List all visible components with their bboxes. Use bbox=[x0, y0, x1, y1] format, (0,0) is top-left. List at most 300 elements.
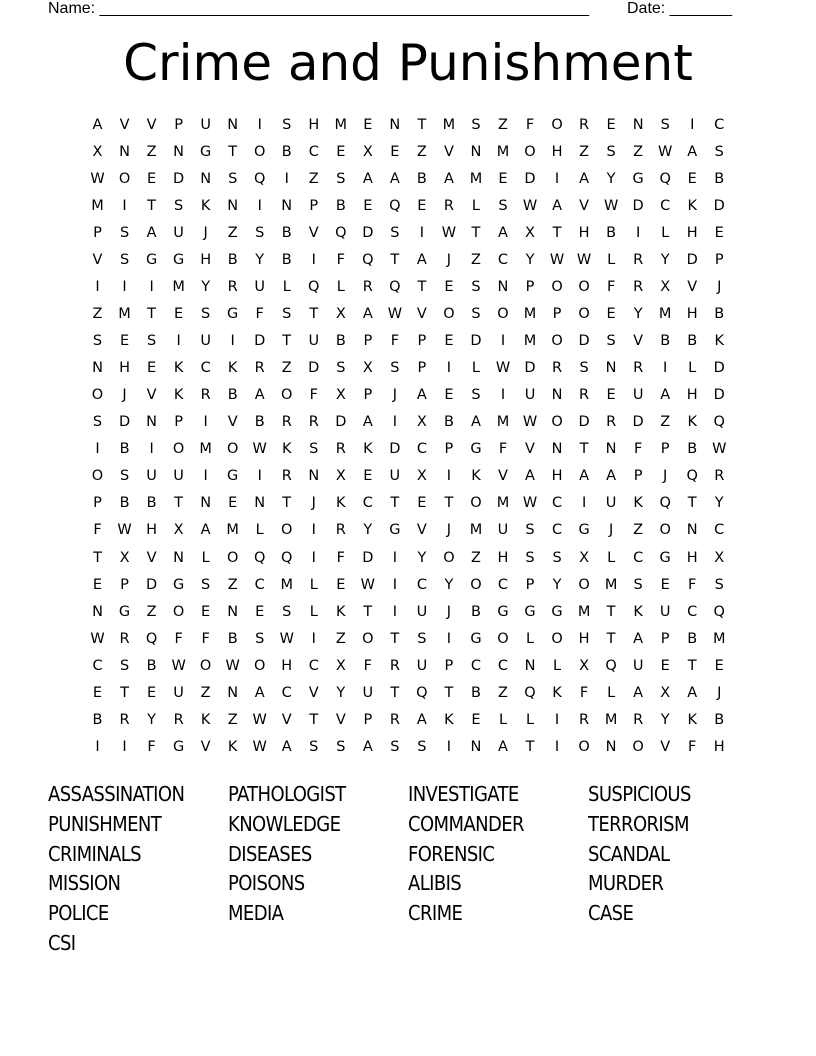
grid-letter: R bbox=[633, 252, 644, 269]
grid-letter: O bbox=[578, 576, 590, 593]
grid-letter: Z bbox=[498, 684, 508, 701]
grid-letter: R bbox=[579, 387, 590, 404]
grid-letter: K bbox=[444, 711, 454, 728]
grid-letter: B bbox=[687, 333, 698, 350]
grid-letter: U bbox=[632, 387, 644, 404]
grid-letter: O bbox=[578, 306, 590, 323]
grid-letter: X bbox=[579, 549, 590, 566]
grid-letter: L bbox=[553, 657, 562, 674]
grid-letter: E bbox=[444, 279, 454, 296]
grid-letter: Y bbox=[336, 684, 346, 701]
grid-letter: N bbox=[605, 738, 617, 755]
grid-letter: E bbox=[146, 684, 157, 701]
grid-letter: D bbox=[632, 414, 644, 431]
grid-letter: D bbox=[524, 171, 536, 188]
grid-letter: M bbox=[523, 333, 537, 350]
grid-letter: T bbox=[120, 684, 129, 701]
grid-letter: A bbox=[579, 171, 590, 188]
grid-letter: X bbox=[660, 684, 671, 701]
grid-letter: P bbox=[363, 333, 373, 350]
grid-letter: A bbox=[362, 738, 373, 755]
grid-letter: V bbox=[308, 684, 319, 701]
grid-letter: R bbox=[443, 198, 454, 215]
grid-letter: A bbox=[579, 468, 590, 485]
grid-letter: X bbox=[335, 306, 346, 323]
grid-letter: N bbox=[227, 198, 239, 215]
grid-letter: Q bbox=[416, 684, 428, 701]
grid-letter: D bbox=[308, 360, 320, 377]
grid-letter: S bbox=[92, 333, 103, 350]
grid-letter: E bbox=[660, 576, 670, 593]
grid-letter: I bbox=[311, 522, 316, 539]
grid-letter: V bbox=[443, 144, 454, 161]
grid-letter: A bbox=[389, 171, 400, 188]
word-list-item: MISSION bbox=[48, 871, 121, 896]
grid-row bbox=[84, 355, 733, 382]
grid-letter: J bbox=[446, 522, 452, 539]
grid-letter: R bbox=[281, 414, 292, 431]
grid-letter: N bbox=[92, 360, 103, 377]
grid-letter: A bbox=[470, 414, 481, 431]
word-list-item: PUNISHMENT bbox=[48, 811, 162, 836]
grid-letter: N bbox=[200, 495, 212, 512]
grid-letter: R bbox=[579, 117, 590, 133]
grid-letter: U bbox=[659, 603, 671, 620]
grid-letter: K bbox=[173, 387, 184, 404]
grid-letter: O bbox=[118, 171, 131, 188]
grid-letter: R bbox=[335, 441, 346, 458]
grid-letter: A bbox=[92, 117, 103, 133]
grid-letter: U bbox=[389, 468, 401, 485]
grid-letter: V bbox=[579, 198, 590, 215]
grid-letter: Z bbox=[146, 603, 157, 620]
grid-letter: I bbox=[122, 738, 127, 755]
grid-letter: L bbox=[498, 711, 508, 728]
grid-letter: Y bbox=[552, 576, 562, 593]
grid-letter: N bbox=[605, 441, 617, 458]
grid-letter: R bbox=[633, 279, 644, 296]
grid-letter: P bbox=[309, 198, 319, 215]
grid-letter: O bbox=[91, 468, 104, 485]
grid-letter: F bbox=[363, 657, 372, 674]
grid-letter: M bbox=[118, 306, 131, 323]
grid-letter: F bbox=[336, 252, 345, 269]
grid-letter: M bbox=[604, 711, 618, 728]
grid-letter: X bbox=[173, 522, 184, 539]
grid-letter: W bbox=[522, 414, 538, 431]
grid-letter: S bbox=[119, 225, 130, 242]
grid-letter: R bbox=[633, 360, 644, 377]
grid-letter: Y bbox=[525, 252, 535, 269]
grid-letter: L bbox=[309, 603, 318, 620]
grid-letter: S bbox=[417, 738, 427, 755]
grid-letter: O bbox=[524, 144, 536, 161]
grid-letter: N bbox=[605, 360, 617, 377]
grid-letter: C bbox=[714, 117, 725, 133]
grid-letter: A bbox=[552, 198, 562, 215]
grid-letter: Q bbox=[686, 468, 698, 485]
grid-letter: L bbox=[282, 279, 291, 296]
grid-letter: T bbox=[174, 495, 184, 512]
grid-letter: R bbox=[389, 657, 400, 674]
grid-letter: D bbox=[173, 171, 185, 188]
grid-letter: E bbox=[363, 468, 373, 485]
grid-letter: B bbox=[227, 387, 238, 404]
grid-letter: H bbox=[686, 549, 698, 566]
grid-letter: E bbox=[417, 198, 427, 215]
grid-letter: E bbox=[390, 144, 400, 161]
grid-letter: Y bbox=[660, 711, 670, 728]
grid-letter: N bbox=[119, 144, 130, 161]
grid-letter: N bbox=[497, 279, 509, 296]
grid-letter: I bbox=[446, 360, 452, 377]
grid-letter: P bbox=[363, 711, 373, 728]
grid-letter: Z bbox=[470, 252, 481, 269]
grid-letter: C bbox=[714, 522, 725, 539]
grid-letter: H bbox=[119, 360, 130, 377]
grid-letter: R bbox=[173, 711, 184, 728]
grid-letter: C bbox=[92, 657, 103, 674]
grid-letter: V bbox=[660, 738, 671, 755]
grid-letter: I bbox=[446, 738, 452, 755]
grid-letter: Z bbox=[227, 711, 238, 728]
grid-letter: E bbox=[336, 144, 346, 161]
grid-row bbox=[84, 707, 733, 734]
word-list-item: SUSPICIOUS bbox=[588, 782, 691, 806]
grid-letter: V bbox=[92, 252, 103, 269]
grid-letter: W bbox=[252, 738, 267, 755]
grid-letter: A bbox=[254, 387, 265, 404]
grid-letter: M bbox=[604, 576, 618, 593]
grid-letter: V bbox=[416, 306, 427, 323]
grid-letter: Q bbox=[713, 414, 725, 431]
grid-letter: W bbox=[360, 576, 375, 593]
grid-letter: C bbox=[633, 549, 644, 566]
grid-letter: T bbox=[282, 495, 292, 512]
grid-letter: O bbox=[253, 657, 266, 674]
grid-letter: D bbox=[389, 441, 401, 458]
grid-letter: W bbox=[549, 252, 565, 269]
grid-row bbox=[84, 490, 733, 517]
grid-letter: E bbox=[92, 576, 103, 593]
grid-letter: Y bbox=[255, 252, 265, 269]
grid-letter: J bbox=[717, 684, 722, 701]
grid-letter: F bbox=[606, 279, 616, 296]
grid-letter: F bbox=[498, 441, 508, 458]
grid-letter: E bbox=[444, 333, 454, 350]
grid-letter: G bbox=[524, 603, 536, 620]
grid-letter: S bbox=[309, 738, 319, 755]
word-list-item: TERRORISM bbox=[588, 811, 689, 836]
page-title: Crime and Punishment bbox=[123, 34, 693, 92]
grid-letter: W bbox=[90, 630, 105, 647]
grid-letter: W bbox=[522, 495, 538, 512]
grid-letter: I bbox=[230, 333, 235, 350]
grid-letter: O bbox=[253, 144, 266, 161]
grid-letter: M bbox=[91, 198, 104, 215]
grid-letter: V bbox=[200, 738, 211, 755]
grid-letter: E bbox=[174, 306, 184, 323]
grid-letter: Y bbox=[201, 279, 211, 296]
grid-letter: X bbox=[335, 468, 346, 485]
grid-letter: O bbox=[443, 306, 455, 323]
grid-letter: L bbox=[607, 549, 616, 566]
grid-letter: D bbox=[118, 414, 131, 431]
grid-letter: A bbox=[416, 252, 427, 269]
grid-letter: Q bbox=[308, 279, 320, 296]
grid-letter: Z bbox=[498, 117, 508, 133]
grid-letter: Z bbox=[92, 306, 103, 323]
grid-letter: O bbox=[497, 306, 509, 323]
word-list-item: CRIME bbox=[408, 901, 463, 926]
grid-letter: U bbox=[497, 522, 509, 539]
grid-letter: F bbox=[309, 387, 318, 404]
date-field[interactable]: Date: _______ bbox=[627, 0, 732, 17]
grid-letter: D bbox=[362, 549, 374, 566]
grid-letter: O bbox=[281, 522, 293, 539]
grid-letter: C bbox=[308, 657, 319, 674]
grid-letter: K bbox=[336, 495, 346, 512]
grid-letter: S bbox=[282, 603, 292, 620]
grid-letter: H bbox=[200, 252, 212, 269]
grid-letter: S bbox=[119, 657, 130, 674]
grid-row bbox=[84, 139, 733, 166]
grid-row bbox=[84, 680, 733, 707]
grid-letter: V bbox=[416, 522, 427, 539]
grid-letter: N bbox=[146, 414, 157, 431]
grid-letter: B bbox=[443, 414, 454, 431]
grid-letter: U bbox=[362, 684, 374, 701]
grid-letter: S bbox=[119, 468, 130, 485]
grid-letter: X bbox=[525, 225, 535, 242]
word-list-item: CSI bbox=[48, 930, 76, 955]
grid-letter: M bbox=[469, 171, 483, 188]
grid-letter: Y bbox=[606, 171, 616, 188]
grid-letter: I bbox=[122, 198, 127, 215]
grid-letter: S bbox=[633, 576, 643, 593]
grid-letter: O bbox=[172, 603, 185, 620]
grid-letter: I bbox=[149, 441, 154, 458]
grid-letter: C bbox=[416, 576, 427, 593]
grid-letter: I bbox=[149, 279, 154, 296]
grid-letter: E bbox=[606, 117, 616, 133]
grid-letter: Z bbox=[200, 684, 211, 701]
grid-letter: F bbox=[336, 549, 345, 566]
grid-letter: N bbox=[632, 117, 644, 133]
grid-letter: E bbox=[255, 603, 265, 620]
word-list-item: ALIBIS bbox=[408, 871, 462, 896]
grid-letter: G bbox=[172, 738, 185, 755]
grid-letter: W bbox=[603, 198, 619, 215]
grid-letter: M bbox=[280, 576, 293, 593]
grid-letter: I bbox=[419, 225, 425, 242]
grid-letter: S bbox=[309, 441, 319, 458]
grid-letter: B bbox=[92, 711, 103, 728]
grid-row bbox=[84, 328, 733, 355]
grid-letter: I bbox=[257, 468, 262, 485]
grid-letter: C bbox=[497, 576, 509, 593]
grid-letter: S bbox=[471, 306, 481, 323]
grid-letter: H bbox=[686, 306, 698, 323]
grid-letter: O bbox=[443, 549, 455, 566]
grid-letter: U bbox=[254, 279, 266, 296]
grid-letter: F bbox=[201, 630, 210, 647]
grid-letter: I bbox=[257, 198, 262, 215]
grid-row bbox=[84, 382, 733, 409]
grid-letter: A bbox=[633, 630, 644, 647]
grid-letter: S bbox=[336, 171, 346, 188]
grid-letter: I bbox=[500, 387, 506, 404]
grid-letter: J bbox=[122, 387, 127, 404]
grid-letter: B bbox=[470, 603, 481, 620]
grid-letter: N bbox=[227, 117, 239, 133]
grid-letter: P bbox=[444, 441, 454, 458]
grid-letter: K bbox=[687, 711, 697, 728]
grid-letter: K bbox=[173, 360, 184, 377]
grid-letter: K bbox=[687, 414, 697, 431]
grid-letter: F bbox=[633, 441, 643, 458]
grid-letter: O bbox=[281, 387, 293, 404]
grid-letter: X bbox=[92, 144, 103, 161]
grid-letter: B bbox=[227, 630, 238, 647]
grid-letter: L bbox=[525, 630, 535, 647]
grid-letter: Z bbox=[660, 414, 671, 431]
grid-letter: P bbox=[93, 495, 102, 512]
grid-letter: K bbox=[687, 198, 697, 215]
grid-letter: C bbox=[362, 495, 373, 512]
grid-letter: G bbox=[200, 144, 212, 161]
grid-letter: V bbox=[146, 549, 157, 566]
grid-letter: N bbox=[173, 144, 185, 161]
grid-letter: K bbox=[336, 603, 346, 620]
word-list bbox=[48, 780, 768, 959]
grid-letter: N bbox=[227, 684, 239, 701]
grid-letter: B bbox=[119, 441, 130, 458]
grid-letter: U bbox=[632, 657, 644, 674]
grid-letter: M bbox=[523, 306, 537, 323]
grid-letter: D bbox=[713, 198, 725, 215]
grid-letter: M bbox=[496, 414, 510, 431]
grid-row bbox=[84, 463, 733, 490]
grid-letter: Y bbox=[417, 549, 427, 566]
grid-letter: Q bbox=[253, 171, 266, 188]
grid-letter: X bbox=[362, 144, 373, 161]
grid-letter: D bbox=[632, 198, 644, 215]
grid-letter: W bbox=[252, 711, 267, 728]
grid-letter: I bbox=[122, 279, 127, 296]
grid-letter: F bbox=[255, 306, 264, 323]
grid-letter: O bbox=[659, 522, 671, 539]
grid-row bbox=[84, 734, 733, 761]
grid-letter: V bbox=[146, 117, 157, 133]
grid-letter: T bbox=[444, 684, 454, 701]
grid-letter: E bbox=[606, 387, 616, 404]
grid-letter: G bbox=[118, 603, 131, 620]
grid-letter: I bbox=[500, 333, 506, 350]
grid-letter: L bbox=[201, 549, 210, 566]
grid-letter: K bbox=[281, 441, 292, 458]
grid-letter: H bbox=[551, 468, 563, 485]
grid-letter: R bbox=[119, 630, 130, 647]
grid-letter: A bbox=[281, 738, 292, 755]
grid-letter: E bbox=[660, 657, 670, 674]
grid-letter: I bbox=[95, 279, 100, 296]
grid-letter: V bbox=[119, 117, 130, 133]
grid-letter: U bbox=[200, 117, 211, 133]
letter-grid bbox=[84, 112, 733, 761]
grid-letter: F bbox=[525, 117, 535, 133]
grid-letter: O bbox=[551, 630, 563, 647]
grid-letter: Z bbox=[308, 171, 319, 188]
grid-letter: S bbox=[92, 414, 103, 431]
grid-letter: O bbox=[172, 441, 185, 458]
grid-letter: W bbox=[712, 441, 727, 458]
name-field[interactable]: Name: _______________________________________________________ bbox=[48, 0, 589, 17]
grid-letter: T bbox=[390, 630, 400, 647]
grid-letter: I bbox=[636, 225, 641, 242]
grid-letter: O bbox=[199, 657, 212, 674]
grid-letter: I bbox=[392, 549, 397, 566]
word-list-item: ASSASSINATION bbox=[48, 782, 185, 806]
grid-letter: E bbox=[714, 657, 724, 674]
grid-letter: P bbox=[444, 657, 454, 674]
grid-letter: V bbox=[335, 711, 346, 728]
grid-letter: Q bbox=[713, 603, 725, 620]
grid-letter: B bbox=[687, 441, 698, 458]
grid-letter: R bbox=[281, 468, 292, 485]
grid-letter: N bbox=[551, 441, 563, 458]
grid-letter: G bbox=[172, 252, 185, 269]
grid-letter: Z bbox=[633, 144, 644, 161]
grid-letter: B bbox=[606, 225, 617, 242]
word-list-item: MURDER bbox=[588, 871, 664, 896]
grid-letter: W bbox=[252, 441, 267, 458]
grid-letter: B bbox=[281, 225, 292, 242]
grid-letter: M bbox=[658, 306, 672, 323]
grid-letter: M bbox=[226, 522, 239, 539]
word-list-item: MEDIA bbox=[228, 901, 284, 926]
grid-letter: T bbox=[687, 495, 697, 512]
grid-letter: G bbox=[578, 522, 590, 539]
grid-letter: T bbox=[606, 630, 616, 647]
grid-letter: L bbox=[688, 360, 697, 377]
grid-letter: C bbox=[308, 144, 319, 161]
grid-letter: H bbox=[146, 522, 158, 539]
grid-letter: N bbox=[173, 549, 185, 566]
grid-letter: M bbox=[469, 522, 483, 539]
grid-letter: T bbox=[93, 549, 102, 566]
grid-letter: E bbox=[471, 711, 481, 728]
grid-letter: C bbox=[281, 684, 292, 701]
grid-letter: D bbox=[362, 225, 374, 242]
grid-letter: L bbox=[607, 684, 616, 701]
grid-letter: Q bbox=[335, 225, 347, 242]
grid-letter: T bbox=[444, 495, 454, 512]
grid-letter: L bbox=[336, 279, 345, 296]
grid-letter: E bbox=[146, 360, 157, 377]
grid-letter: N bbox=[470, 738, 482, 755]
grid-letter: Z bbox=[227, 576, 238, 593]
grid-letter: K bbox=[363, 441, 373, 458]
grid-letter: A bbox=[498, 738, 508, 755]
grid-letter: W bbox=[576, 252, 592, 269]
grid-letter: L bbox=[661, 225, 670, 242]
grid-letter: U bbox=[416, 657, 428, 674]
grid-letter: J bbox=[608, 522, 614, 539]
grid-letter: P bbox=[660, 441, 670, 458]
grid-letter: R bbox=[200, 387, 211, 404]
grid-letter: U bbox=[308, 333, 320, 350]
